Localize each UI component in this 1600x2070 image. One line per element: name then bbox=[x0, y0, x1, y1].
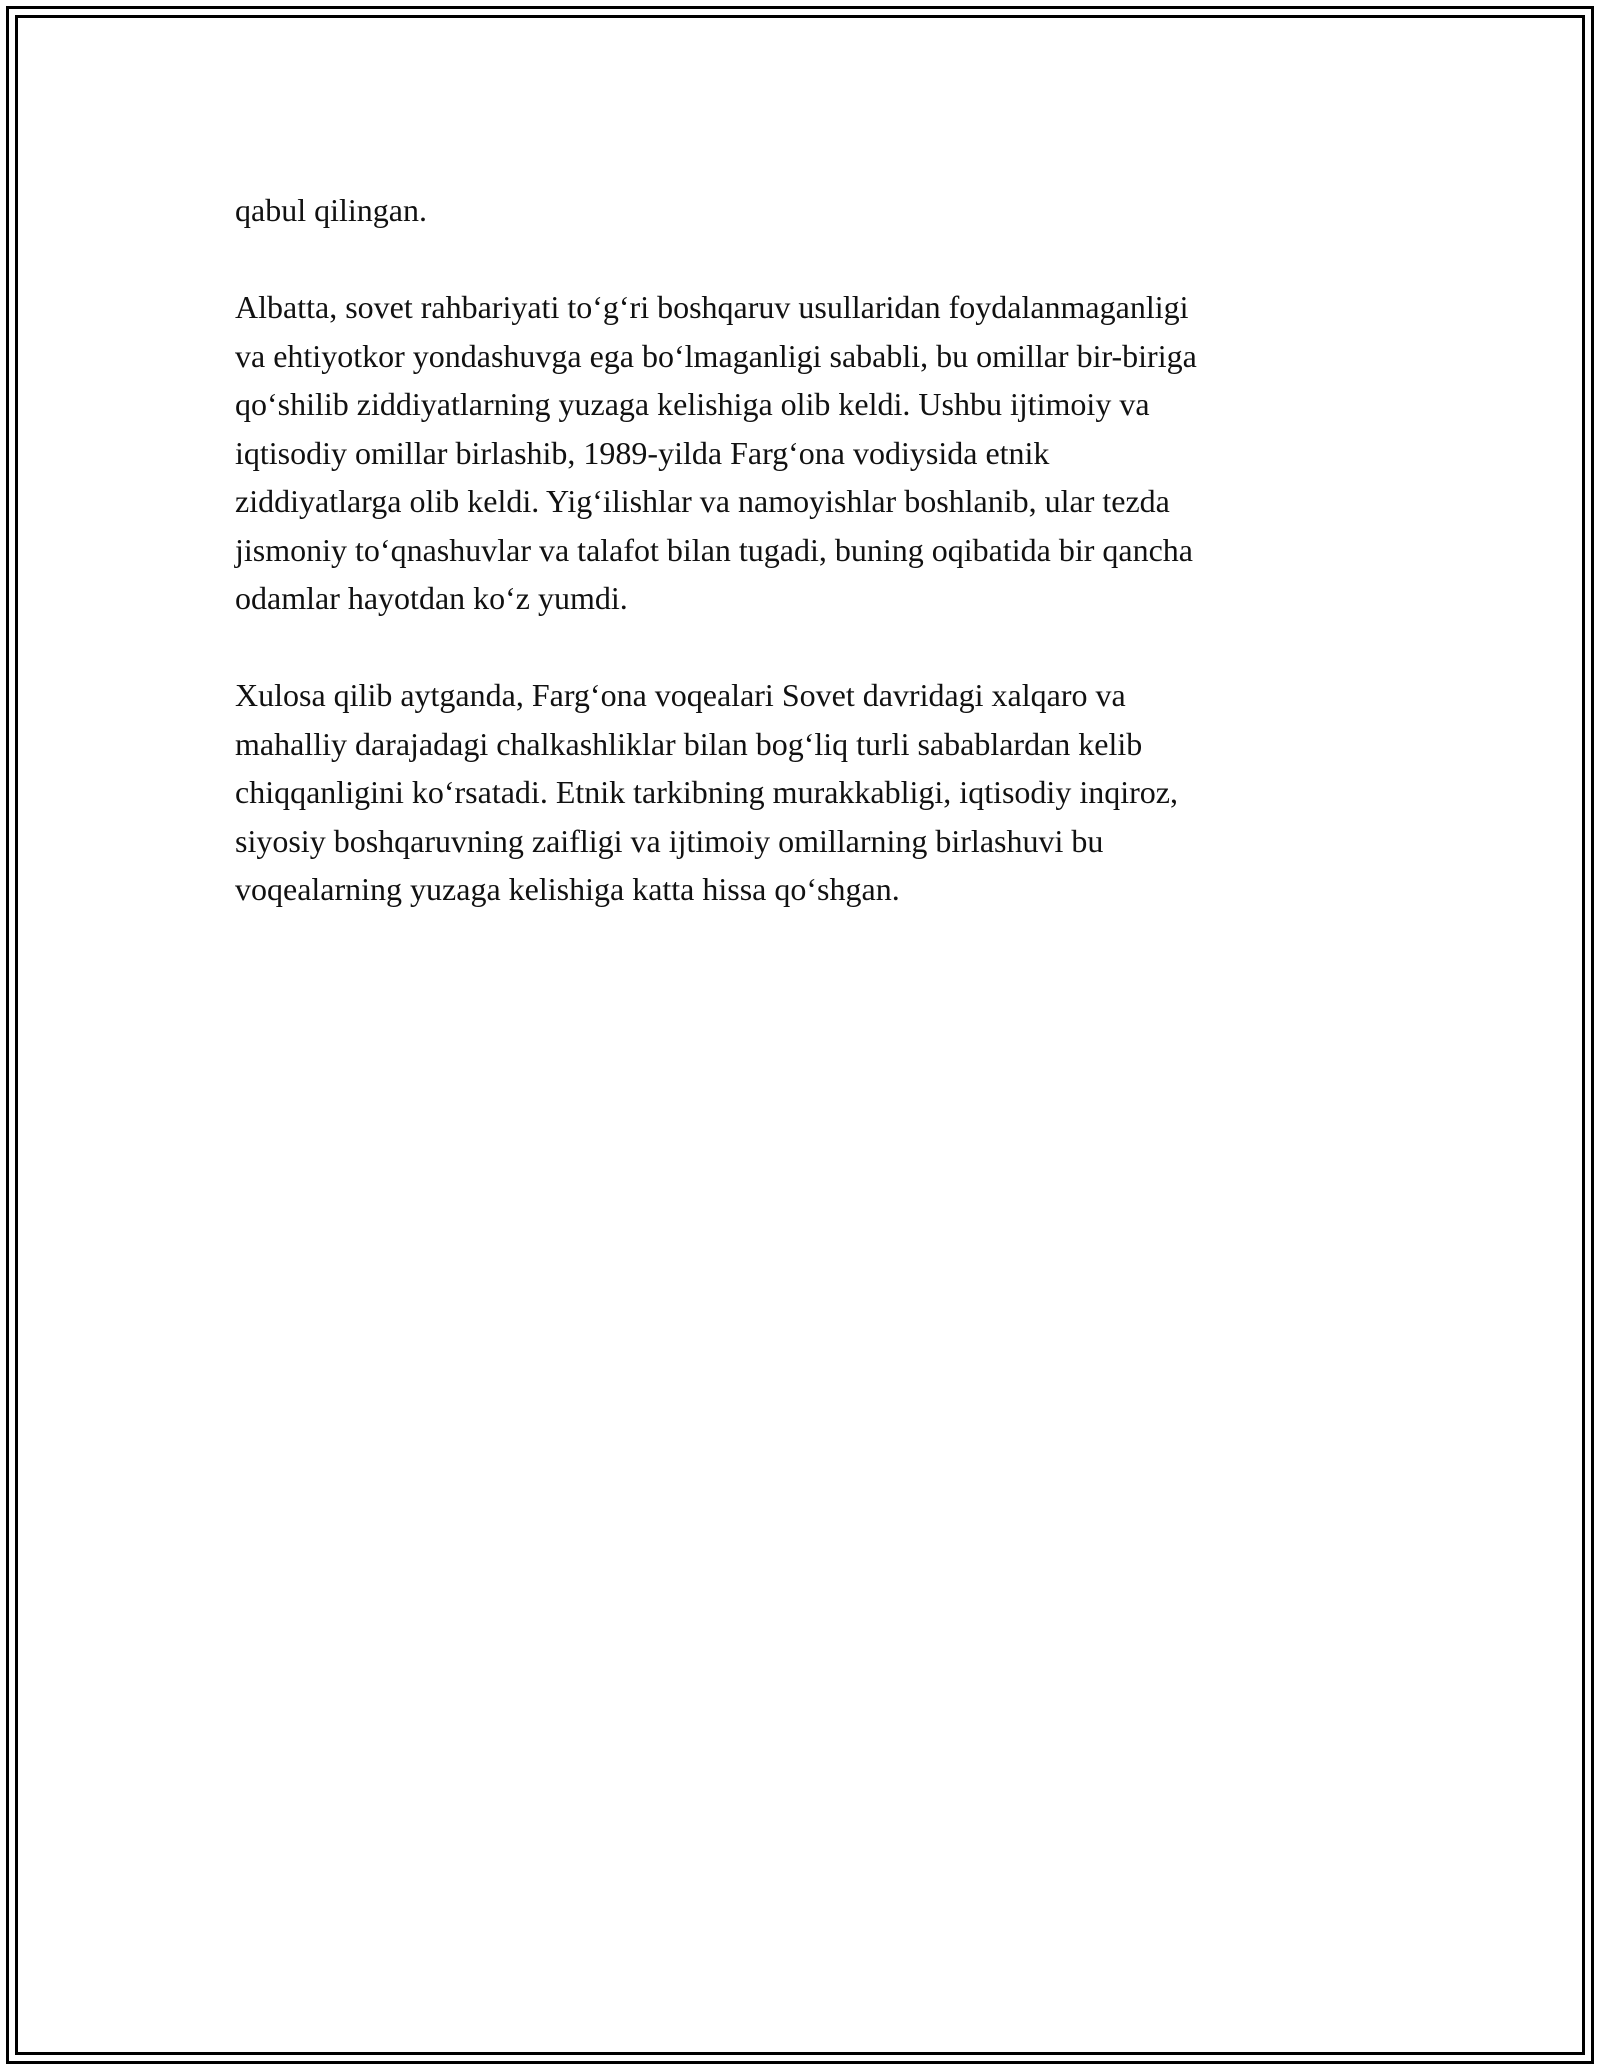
text-line: odamlar hayotdan ko‘z yumdi. bbox=[235, 580, 628, 616]
text-line: voqealarning yuzaga kelishiga katta hissa qo‘shgan. bbox=[235, 871, 900, 907]
paragraph-continuation bbox=[235, 186, 1365, 235]
text-line: mahalliy darajadagi chalkashliklar bilan bog‘liq turli sabablardan kelib bbox=[235, 725, 1143, 762]
document-body bbox=[235, 186, 1365, 914]
text-line: Albatta, sovet rahbariyati to‘g‘ri boshqaruv usullaridan foydalanmaganligi bbox=[235, 289, 1189, 325]
text-line: chiqqanligini ko‘rsatadi. Etnik tarkibning murakkabligi, iqtisodiy inqiroz, bbox=[235, 774, 1178, 810]
text-line: jismoniy to‘qnashuvlar va talafot bilan tugadi, buning oqibatida bir qancha bbox=[235, 531, 1193, 568]
text-line: siyosiy boshqaruvning zaifligi va ijtimoiy omillarning birlashuvi bu bbox=[235, 822, 1104, 859]
text-line: qo‘shilib ziddiyatlarning yuzaga kelishiga olib keldi. Ushbu ijtimoiy va bbox=[235, 386, 1150, 422]
paragraph-causes bbox=[235, 283, 1365, 623]
text-line: qabul qilingan. bbox=[235, 192, 427, 228]
text-line: va ehtiyotkor yondashuvga ega bo‘lmaganligi sababli, bu omillar bir-biriga bbox=[235, 337, 1197, 374]
text-line: ziddiyatlarga olib keldi. Yig‘ilishlar va namoyishlar boshlanib, ular tezda bbox=[235, 483, 1170, 519]
paragraph-conclusion bbox=[235, 671, 1365, 914]
text-line: iqtisodiy omillar birlashib, 1989-yilda Farg‘ona vodiysida etnik bbox=[235, 434, 1050, 471]
text-line: Xulosa qilib aytganda, Farg‘ona voqealari Sovet davridagi xalqaro va bbox=[235, 677, 1126, 713]
